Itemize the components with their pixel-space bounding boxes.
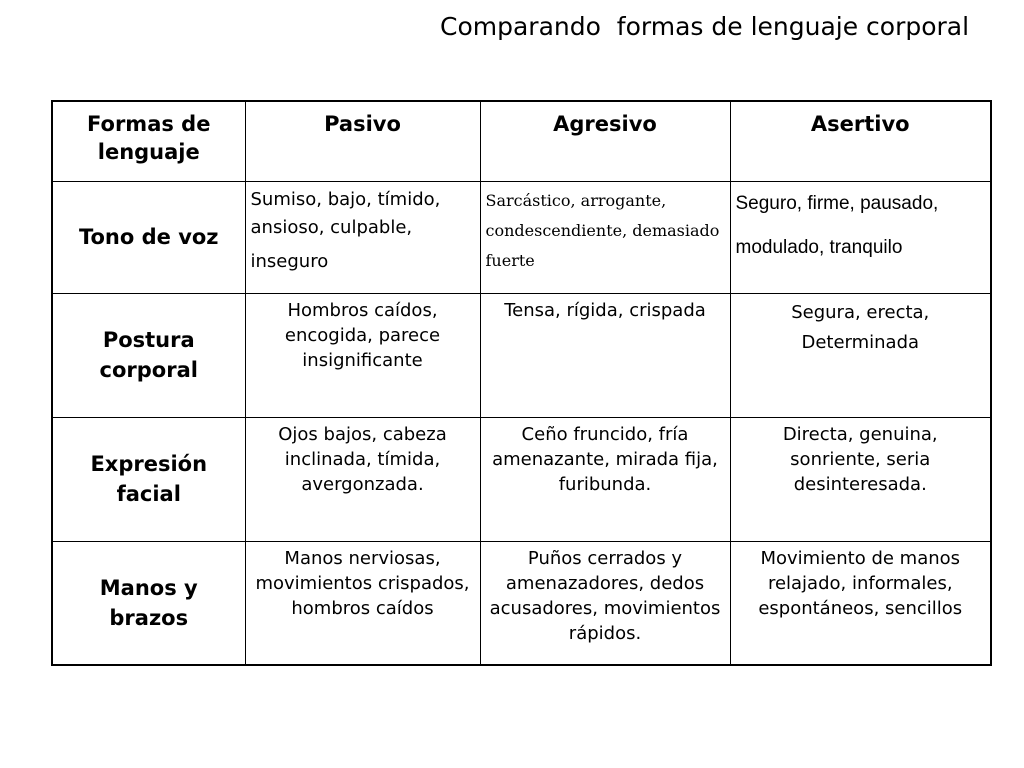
cell-expresion-agresivo: Ceño fruncido, fría amenazante, mirada fija, furibunda. bbox=[480, 417, 730, 541]
table-row bbox=[52, 417, 991, 541]
cell-expresion-pasivo: Ojos bajos, cabeza inclinada, tímida, avergonzada. bbox=[245, 417, 480, 541]
cell-tono-pasivo-extra: inseguro bbox=[250, 250, 329, 272]
cell-manos-agresivo: Puños cerrados y amenazadores, dedos acusadores, movimientos rápidos. bbox=[480, 541, 730, 665]
header-asertivo: Asertivo bbox=[730, 101, 991, 181]
table-row bbox=[52, 181, 991, 293]
cell-tono-asertivo: Seguro, firme, pausado, modulado, tranquilo bbox=[730, 181, 991, 293]
table-row bbox=[52, 293, 991, 417]
table-row bbox=[52, 541, 991, 665]
cell-postura-asertivo: Segura, erecta, Determinada bbox=[730, 293, 991, 417]
cell-postura-pasivo: Hombros caídos, encogida, parece insignificante bbox=[245, 293, 480, 417]
cell-postura-agresivo: Tensa, rígida, crispada bbox=[480, 293, 730, 417]
row-label-expresion-facial: Expresión facial bbox=[52, 417, 245, 541]
cell-tono-agresivo: Sarcástico, arrogante, condescendiente, demasiado fuerte bbox=[480, 181, 730, 293]
table-header-row bbox=[52, 101, 991, 181]
comparison-table bbox=[51, 100, 992, 666]
row-label-postura-corporal: Postura corporal bbox=[52, 293, 245, 417]
cell-tono-pasivo-text: Sumiso, bajo, tímido, ansioso, culpable, bbox=[250, 188, 441, 238]
header-agresivo: Agresivo bbox=[480, 101, 730, 181]
header-pasivo: Pasivo bbox=[245, 101, 480, 181]
cell-manos-pasivo: Manos nerviosas, movimientos crispados, hombros caídos bbox=[245, 541, 480, 665]
row-label-tono-de-voz: Tono de voz bbox=[52, 181, 245, 293]
page-title: Comparando formas de lenguaje corporal bbox=[440, 12, 970, 41]
cell-expresion-asertivo: Directa, genuina, sonriente, seria desinteresada. bbox=[730, 417, 991, 541]
header-formas-de-lenguaje: Formas de lenguaje bbox=[52, 101, 245, 181]
cell-tono-pasivo bbox=[245, 181, 480, 293]
cell-manos-asertivo: Movimiento de manos relajado, informales, espontáneos, sencillos bbox=[730, 541, 991, 665]
row-label-manos-y-brazos: Manos y brazos bbox=[52, 541, 245, 665]
